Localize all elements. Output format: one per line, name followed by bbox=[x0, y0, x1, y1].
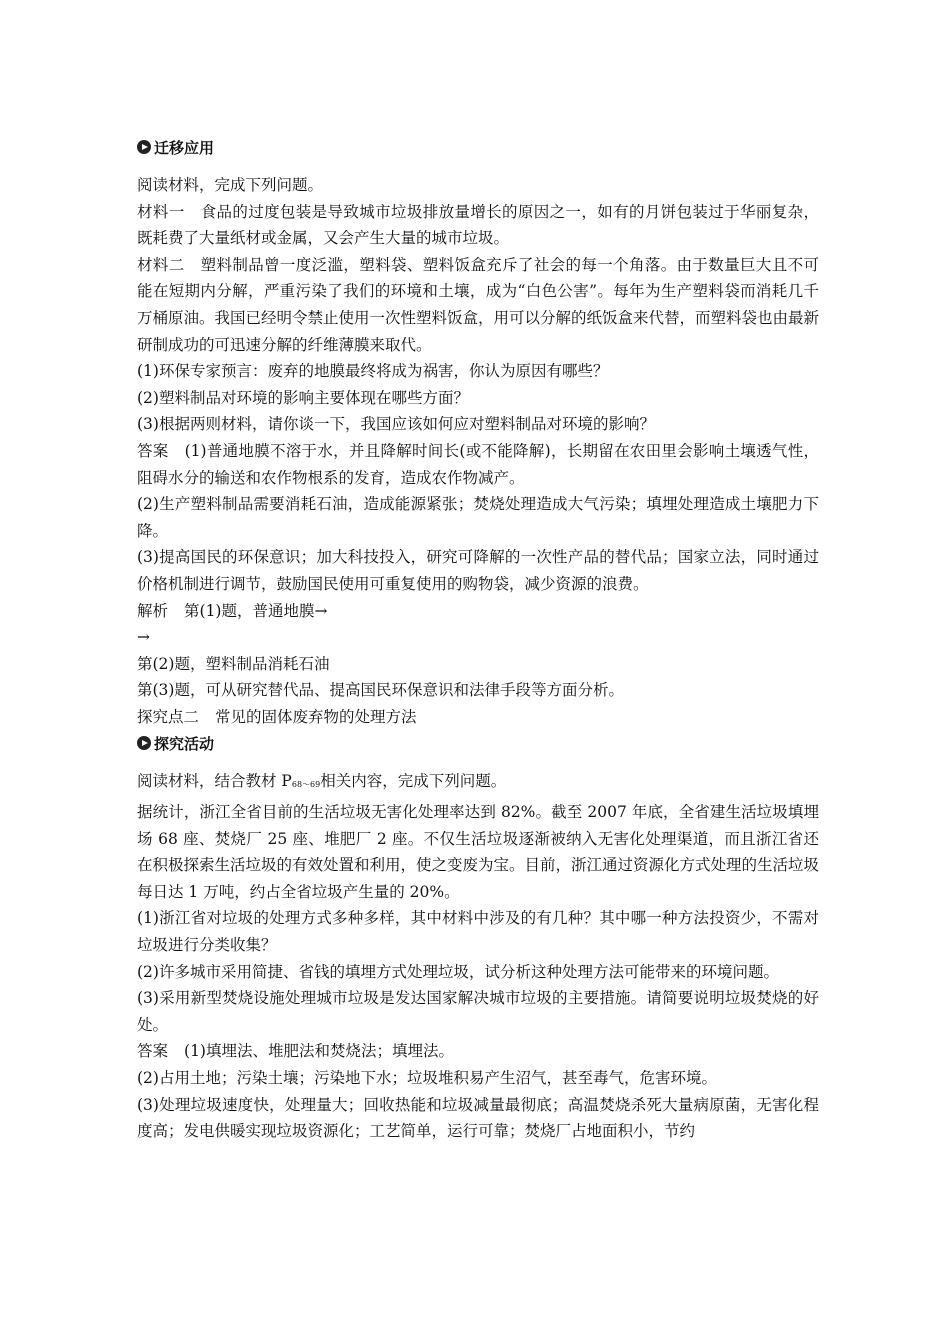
answer-label: 答案 bbox=[137, 1042, 169, 1061]
intro-prefix: 阅读材料，结合教材 P bbox=[137, 772, 292, 791]
material-label: 材料一 bbox=[137, 202, 185, 221]
question-3: (3)采用新型焚烧设施处理城市垃圾是发达国家解决城市垃圾的主要措施。请简要说明垃圾焚烧的好处。 bbox=[137, 989, 819, 1034]
question-2: (2)塑料制品对环境的影响主要体现在哪些方面？ bbox=[137, 388, 469, 407]
answer-text: (1)填埋法、堆肥法和焚烧法；填埋法。 bbox=[184, 1042, 454, 1061]
page-range-subscript: 68～69 bbox=[291, 780, 321, 790]
material-label: 材料二 bbox=[137, 255, 185, 274]
material-one bbox=[137, 199, 819, 252]
section-heading-explore bbox=[137, 730, 819, 756]
exploration-point-title bbox=[137, 704, 819, 731]
section-heading-text: 探究活动 bbox=[154, 734, 215, 753]
analysis-3: 第(3)题，可从研究替代品、提高国民环保意识和法律手段等方面分析。 bbox=[137, 681, 624, 700]
analysis-2: 第(2)题，塑料制品消耗石油 bbox=[137, 654, 330, 673]
answer-text: (1)普通地膜不溶于水，并且降解时间长(或不能降解)，长期留在农田里会影响土壤透气性，阻碍水分的输送和农作物根系的发育，造成农作物减产。 bbox=[137, 441, 819, 487]
answer-3: (3)提高国民的环保意识；加大科技投入，研究可降解的一次性产品的替代品；国家立法，同时通过价格机制进行调节，鼓励国民使用可重复使用的购物袋，减少资源的浪费。 bbox=[137, 548, 819, 593]
point-label: 探究点二 bbox=[137, 707, 200, 726]
answer-2: (2)占用土地；污染土壤；污染地下水；垃圾堆积易产生沼气，甚至毒气，危害环境。 bbox=[137, 1069, 717, 1087]
intro-text bbox=[137, 768, 819, 799]
material-text: 据统计，浙江全省目前的生活垃圾无害化处理率达到 82%。截至 2007 年底，全省建生活垃圾填埋场 68 座、焚烧厂 25 座、堆肥厂 2 座。不仅生活垃圾逐渐被纳入无害化处理渠道，而且浙江省还在积极探索生活垃圾的有效处置和利用，使之变废为宝。目前，浙江通过资源化方式处理的生活垃圾每日达 1 万吨，约占全省垃圾产生量的 20%。 bbox=[137, 803, 820, 901]
analysis-text: 第(1)题，普通地膜→ bbox=[184, 601, 328, 620]
section-heading-text: 迁移应用 bbox=[154, 138, 215, 157]
analysis-label: 解析 bbox=[137, 601, 169, 620]
question-2: (2)许多城市采用简捷、省钱的填埋方式处理垃圾，试分析这种处理方法可能带来的环境问题。 bbox=[137, 962, 779, 981]
answer-2: (2)生产塑料制品需要消耗石油，造成能源紧张；焚烧处理造成大气污染；填埋处理造成土壤肥力下降。 bbox=[137, 495, 819, 540]
play-circle-icon bbox=[137, 736, 151, 750]
play-circle-icon bbox=[137, 140, 151, 154]
point-title: 常见的固体废弃物的处理方法 bbox=[215, 707, 417, 726]
material-text: 塑料制品曾一度泛滥，塑料袋、塑料饭盒充斥了社会的每一个角落。由于数量巨大且不可能在短期内分解，严重污染了我们的环境和土壤，成为“白色公害”。每年为生产塑料袋而消耗几千万桶原油。我国已经明令禁止使用一次性塑料饭盒，用可以分解的纸饭盒来代替，而塑料袋也由最新研制成功的可迅速分解的纤维薄膜来取代。 bbox=[137, 255, 820, 354]
document-content bbox=[137, 134, 819, 1145]
intro-text: 阅读材料，完成下列问题。 bbox=[137, 176, 324, 194]
analysis-1 bbox=[137, 598, 819, 625]
analysis-arrow: → bbox=[137, 628, 150, 647]
question-1: (1)浙江省对垃圾的处理方式多种多样，其中材料中涉及的有几种？其中哪一种方法投资少，不需对垃圾进行分类收集？ bbox=[137, 909, 819, 955]
intro-suffix: 相关内容，完成下列问题。 bbox=[320, 772, 507, 791]
material-text: 食品的过度包装是导致城市垃圾排放量增长的原因之一，如有的月饼包装过于华丽复杂，既耗费了大量纸材或金属，又会产生大量的城市垃圾。 bbox=[137, 202, 819, 248]
answer-1 bbox=[137, 438, 819, 491]
answer-label: 答案 bbox=[137, 441, 169, 460]
answer-3: (3)处理垃圾速度快，处理量大；回收热能和垃圾减量最彻底；高温焚烧杀死大量病原菌，无害化程度高；发电供暖实现垃圾资源化；工艺简单，运行可靠；焚烧厂占地面积小，节约 bbox=[137, 1095, 819, 1141]
answer-1 bbox=[137, 1038, 819, 1065]
section-heading-transfer bbox=[137, 134, 819, 160]
question-3: (3)根据两则材料，请你谈一下，我国应该如何应对塑料制品对环境的影响？ bbox=[137, 415, 655, 434]
question-1: (1)环保专家预言：废弃的地膜最终将成为祸害，你认为原因有哪些？ bbox=[137, 362, 609, 381]
material-two bbox=[137, 252, 819, 358]
